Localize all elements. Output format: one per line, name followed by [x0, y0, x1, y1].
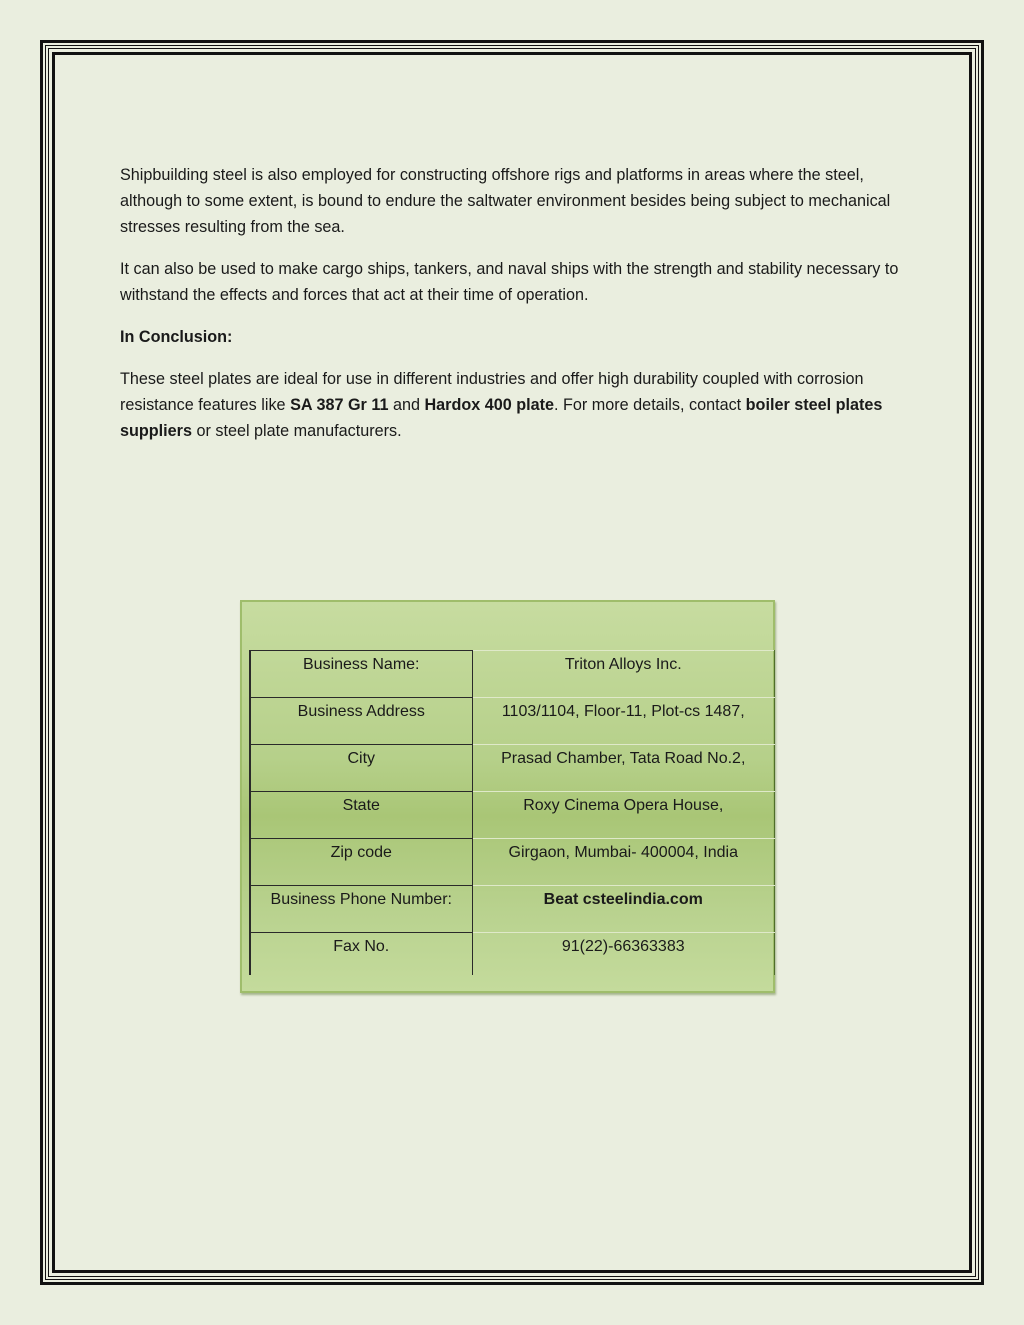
row-label: Zip code [250, 839, 472, 886]
paragraph-conclusion: These steel plates are ideal for use in different industries and offer high durability coupled with corrosion resistance features like SA 387 Gr 11 and Hardox 400 plate. For more details, contact boiler steel plates suppliers or steel plate manufacturers. [120, 370, 883, 440]
row-value: Triton Alloys Inc. [472, 651, 775, 698]
table-row [250, 698, 775, 745]
contact-table [249, 650, 775, 975]
conclusion-heading: In Conclusion: [120, 328, 233, 346]
table-row [250, 933, 775, 975]
table-row [250, 792, 775, 839]
table-row [250, 886, 775, 933]
paragraph-offshore: Shipbuilding steel is also employed for constructing offshore rigs and platforms in areas where the steel, although to some extent, is bound to endure the saltwater environment besides being subject to mechanical stresses resulting from the sea. [120, 166, 891, 236]
row-label: Business Address [250, 698, 472, 745]
row-value: Prasad Chamber, Tata Road No.2, [472, 745, 775, 792]
table-row [250, 839, 775, 886]
table-row [250, 745, 775, 792]
link-boiler-suppliers[interactable]: boiler steel plates suppliers [120, 396, 883, 440]
website-link[interactable]: Beat csteelindia.com [472, 886, 775, 933]
paragraph-ships: It can also be used to make cargo ships, tankers, and naval ships with the strength and stability necessary to withstand the effects and forces that act at their time of operation. [120, 260, 899, 304]
row-label: City [250, 745, 472, 792]
body-text [120, 162, 910, 460]
row-label: Business Name: [250, 651, 472, 698]
row-value: Girgaon, Mumbai- 400004, India [472, 839, 775, 886]
row-value: 1103/1104, Floor-11, Plot-cs 1487, [472, 698, 775, 745]
row-value: 91(22)-66363383 [472, 933, 775, 975]
row-label: State [250, 792, 472, 839]
link-sa387[interactable]: SA 387 Gr 11 [290, 396, 389, 414]
link-hardox[interactable]: Hardox 400 plate [424, 396, 555, 414]
row-label: Fax No. [250, 933, 472, 975]
table-row [250, 651, 775, 698]
row-value: Roxy Cinema Opera House, [472, 792, 775, 839]
row-label: Business Phone Number: [250, 886, 472, 933]
